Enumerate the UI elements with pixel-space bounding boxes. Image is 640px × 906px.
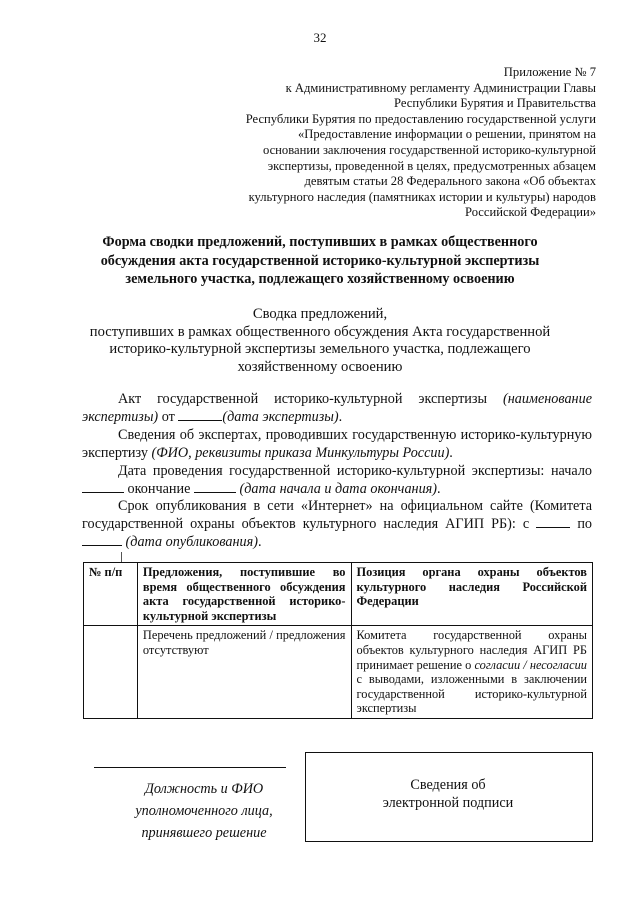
signer-line: уполномоченного лица, bbox=[135, 803, 273, 819]
publication-from-blank bbox=[536, 516, 570, 528]
act-name-hint: (наименование экспертизы) bbox=[82, 391, 592, 425]
experts-hint: (ФИО, реквизиты приказа Минкультуры России) bbox=[151, 445, 450, 461]
experts-paragraph bbox=[82, 426, 592, 462]
summary-title-line: поступивших в рамках общественного обсуждения Акта государственной bbox=[89, 323, 551, 340]
experts-end: . bbox=[449, 445, 453, 461]
publication-paragraph bbox=[82, 497, 592, 551]
act-date-label: от bbox=[161, 409, 175, 425]
header-position: Позиция органа охраны объектов культурного наследия Российской Федерации bbox=[351, 563, 593, 626]
appendix-line: основании заключения государственной историко-культурной bbox=[262, 142, 596, 157]
act-text: Акт государственной историко-культурной экспертизы bbox=[118, 391, 488, 407]
dates-paragraph bbox=[82, 462, 592, 498]
position-text: Комитета государственной охраны объектов культурного наследия АГИП РБ принимает решение о bbox=[356, 628, 587, 672]
electronic-signature-caption bbox=[305, 776, 591, 812]
signature-line bbox=[94, 767, 286, 768]
experts-text: Сведения об экспертах, проводивших государственную историко-культурную экспертизу bbox=[82, 427, 592, 461]
act-end: . bbox=[338, 409, 343, 425]
appendix-line: «Предоставление информации о решении, принятом на bbox=[297, 127, 596, 142]
summary-title-line: хозяйственному освоению bbox=[237, 358, 403, 375]
dates-end: . bbox=[436, 481, 441, 497]
esig-line: электронной подписи bbox=[382, 795, 514, 811]
dates-end-label: окончание bbox=[127, 481, 191, 497]
margin-mark bbox=[121, 552, 122, 562]
publication-hint: (дата опубликования) bbox=[125, 534, 258, 550]
form-title-line: земельного участка, подлежащего хозяйственному освоению bbox=[125, 271, 515, 287]
appendix-line: экспертизы, проведенной в целях, предусмотренных абзацем bbox=[267, 158, 596, 173]
summary-title bbox=[60, 306, 580, 376]
act-paragraph bbox=[82, 390, 592, 426]
appendix-line: Республики Бурятия по предоставлению государственной услуги bbox=[245, 111, 596, 126]
act-date-hint: (дата экспертизы) bbox=[222, 409, 339, 425]
appendix-line: Российской Федерации» bbox=[465, 205, 596, 220]
appendix-line: культурного наследия (памятниках истории и культуры) народов bbox=[248, 189, 596, 204]
appendix-line: девятым статьи 28 Федерального закона «Об объектах bbox=[304, 174, 596, 189]
table-row bbox=[84, 626, 593, 719]
dates-text: Дата проведения государственной историко-культурной экспертизы: начало bbox=[118, 463, 592, 479]
row-number bbox=[84, 626, 138, 719]
signer-caption bbox=[94, 778, 314, 844]
appendix-line: Республики Бурятия и Правительства bbox=[394, 96, 596, 111]
appendix-line: Приложение № 7 bbox=[503, 65, 596, 79]
table-header-row bbox=[84, 563, 593, 626]
summary-title-line: историко-культурной экспертизы земельного участка, подлежащего bbox=[109, 341, 531, 357]
form-title bbox=[60, 233, 580, 289]
row-position bbox=[351, 626, 593, 719]
appendix-line: к Административному регламенту Администрации Главы bbox=[285, 80, 596, 95]
header-proposals: Предложения, поступившие во время общественного обсуждения акта государственной историко-культурной экспертизы bbox=[137, 563, 351, 626]
page-number: 32 bbox=[313, 30, 327, 45]
publication-text: Срок опубликования в сети «Интернет» на официальном сайте (Комитета государственной охраны объектов культурного наследия АГИП РБ): с bbox=[82, 498, 592, 532]
header-number: № п/п bbox=[84, 563, 138, 626]
summary-title-line: Сводка предложений, bbox=[252, 306, 388, 322]
esig-line: Сведения об bbox=[410, 777, 486, 793]
signer-line: Должность и ФИО bbox=[144, 781, 264, 797]
act-date-blank bbox=[178, 409, 222, 421]
position-text-end: с выводами, изложенными в заключении государственной историко-культурной экспертизы bbox=[356, 672, 587, 716]
proposals-table bbox=[83, 562, 593, 719]
publication-to-blank bbox=[82, 534, 122, 546]
start-date-blank bbox=[82, 481, 124, 493]
appendix-header bbox=[196, 65, 596, 221]
row-proposal: Перечень предложений / предложения отсутствуют bbox=[137, 626, 351, 719]
publication-end: . bbox=[257, 534, 262, 550]
end-date-blank bbox=[194, 481, 236, 493]
position-hint: согласии / несогласии bbox=[474, 657, 588, 672]
publication-to-label: по bbox=[577, 516, 593, 532]
form-title-line: обсуждения акта государственной историко-культурной экспертизы bbox=[100, 252, 540, 269]
form-title-line: Форма сводки предложений, поступивших в рамках общественного bbox=[102, 234, 538, 250]
dates-hint: (дата начала и дата окончания) bbox=[239, 481, 437, 497]
signer-line: принявшего решение bbox=[141, 825, 267, 841]
